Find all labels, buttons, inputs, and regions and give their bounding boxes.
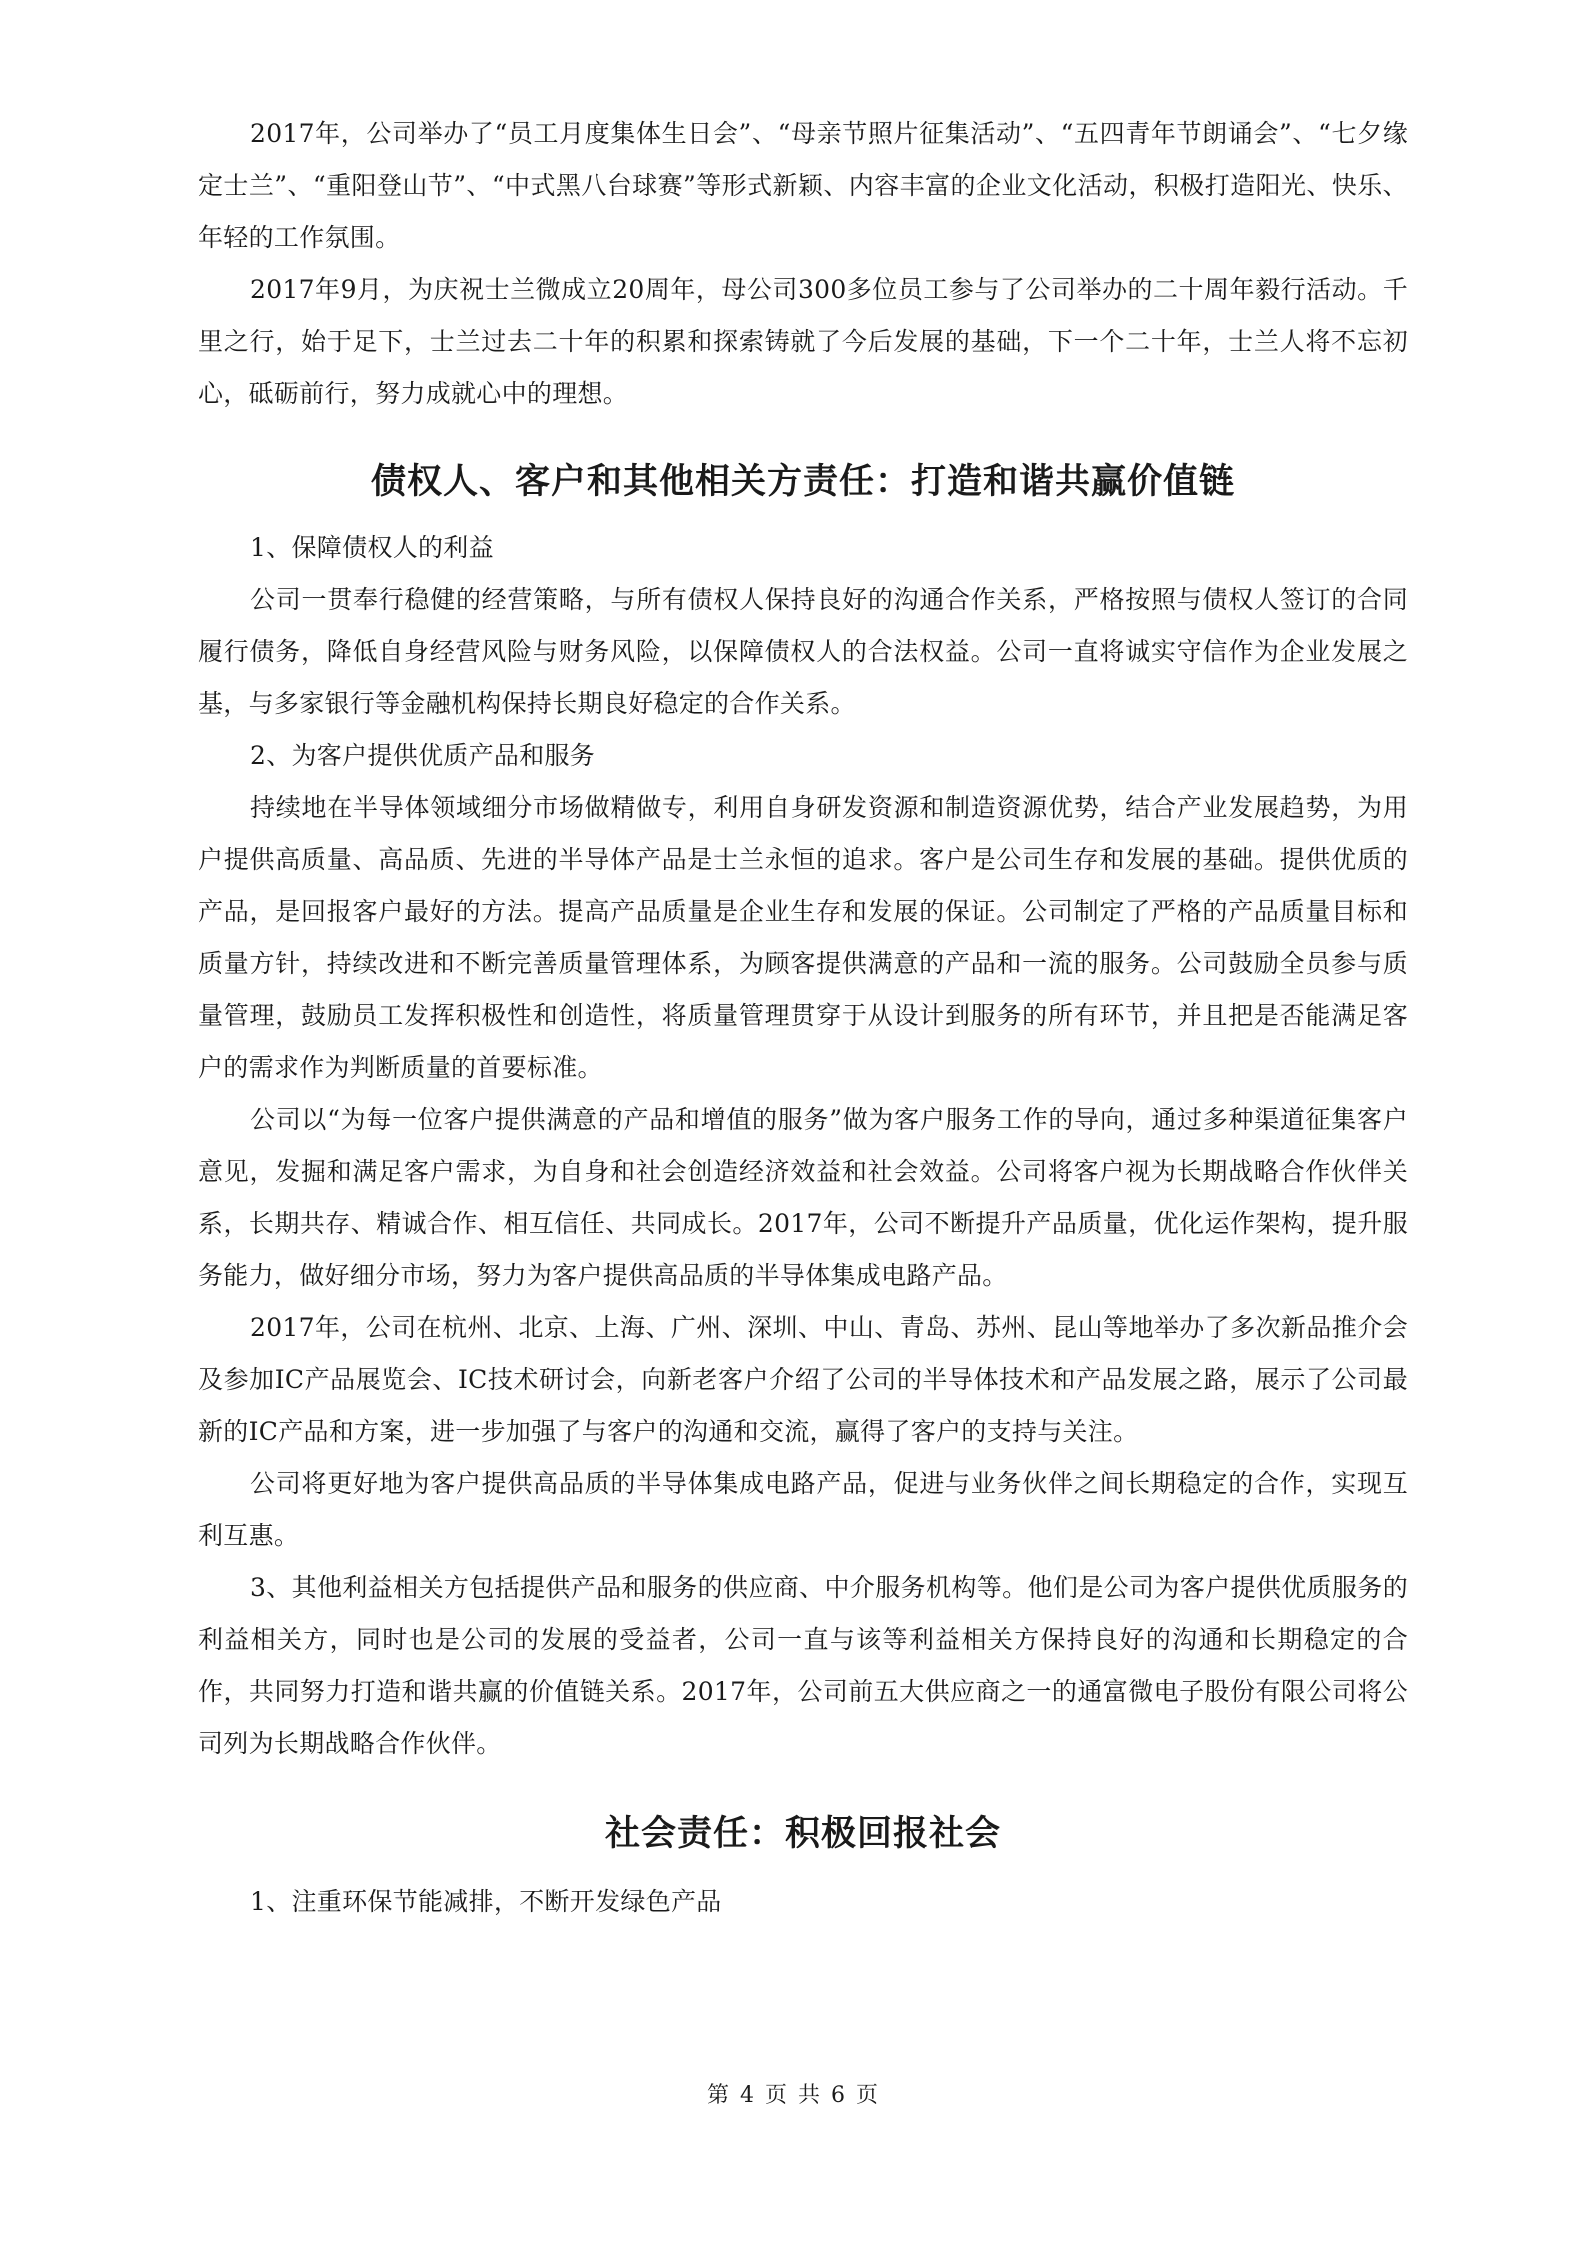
creditors-subheading-2: 2、为客户提供优质产品和服务	[250, 741, 596, 770]
customers-paragraph-3: 2017年，公司在杭州、北京、上海、广州、深圳、中山、青岛、苏州、昆山等地举办了多次新品推介会及参加IC产品展览会、IC技术研讨会，向新老客户介绍了公司的半导体技术和产品发展之路，展示了公司最新的IC产品和方案，进一步加强了与客户的沟通和交流，赢得了客户的支持与关注。	[198, 1313, 1408, 1446]
culture-paragraph-1: 2017年，公司举办了“员工月度集体生日会”、“母亲节照片征集活动”、“五四青年节朗诵会”、“七夕缘定士兰”、“重阳登山节”、“中式黑八台球赛”等形式新颖、内容丰富的企业文化活动，积极打造阳光、快乐、年轻的工作氛围。	[198, 119, 1408, 252]
customers-paragraph-4: 公司将更好地为客户提供高品质的半导体集成电路产品，促进与业务伙伴之间长期稳定的合作，实现互利互惠。	[198, 1469, 1408, 1550]
page-number-footer: 第 4 页 共 6 页	[707, 2083, 880, 2108]
customers-paragraph-2: 公司以“为每一位客户提供满意的产品和增值的服务”做为客户服务工作的导向，通过多种渠道征集客户意见，发掘和满足客户需求，为自身和社会创造经济效益和社会效益。公司将客户视为长期战略合作伙伴关系，长期共存、精诚合作、相互信任、共同成长。2017年，公司不断提升产品质量，优化运作架构，提升服务能力，做好细分市场，努力为客户提供高品质的半导体集成电路产品。	[198, 1105, 1408, 1290]
creditors-paragraph: 公司一贯奉行稳健的经营策略，与所有债权人保持良好的沟通合作关系，严格按照与债权人签订的合同履行债务，降低自身经营风险与财务风险，以保障债权人的合法权益。公司一直将诚实守信作为企业发展之基，与多家银行等金融机构保持长期良好稳定的合作关系。	[198, 585, 1408, 718]
page-content	[198, 108, 1408, 1928]
section-heading-creditors: 债权人、客户和其他相关方责任：打造和谐共赢价值链	[370, 461, 1235, 502]
creditors-subheading-1: 1、保障债权人的利益	[250, 533, 494, 562]
customers-paragraph-1: 持续地在半导体领域细分市场做精做专，利用自身研发资源和制造资源优势，结合产业发展趋势，为用户提供高质量、高品质、先进的半导体产品是士兰永恒的追求。客户是公司生存和发展的基础。提供优质的产品，是回报客户最好的方法。提高产品质量是企业生存和发展的保证。公司制定了严格的产品质量目标和质量方针，持续改进和不断完善质量管理体系，为顾客提供满意的产品和一流的服务。公司鼓励全员参与质量管理，鼓励员工发挥积极性和创造性，将质量管理贯穿于从设计到服务的所有环节，并且把是否能满足客户的需求作为判断质量的首要标准。	[198, 793, 1408, 1082]
section-heading-social: 社会责任：积极回报社会	[604, 1813, 1001, 1854]
stakeholders-paragraph: 3、其他利益相关方包括提供产品和服务的供应商、中介服务机构等。他们是公司为客户提供优质服务的利益相关方，同时也是公司的发展的受益者，公司一直与该等利益相关方保持良好的沟通和长期稳定的合作，共同努力打造和谐共赢的价值链关系。2017年，公司前五大供应商之一的通富微电子股份有限公司将公司列为长期战略合作伙伴。	[198, 1573, 1408, 1758]
social-subheading-1: 1、注重环保节能减排，不断开发绿色产品	[250, 1887, 722, 1916]
culture-paragraph-2: 2017年9月，为庆祝士兰微成立20周年，母公司300多位员工参与了公司举办的二十周年毅行活动。千里之行，始于足下，士兰过去二十年的积累和探索铸就了今后发展的基础，下一个二十年，士兰人将不忘初心，砥砺前行，努力成就心中的理想。	[198, 275, 1408, 408]
